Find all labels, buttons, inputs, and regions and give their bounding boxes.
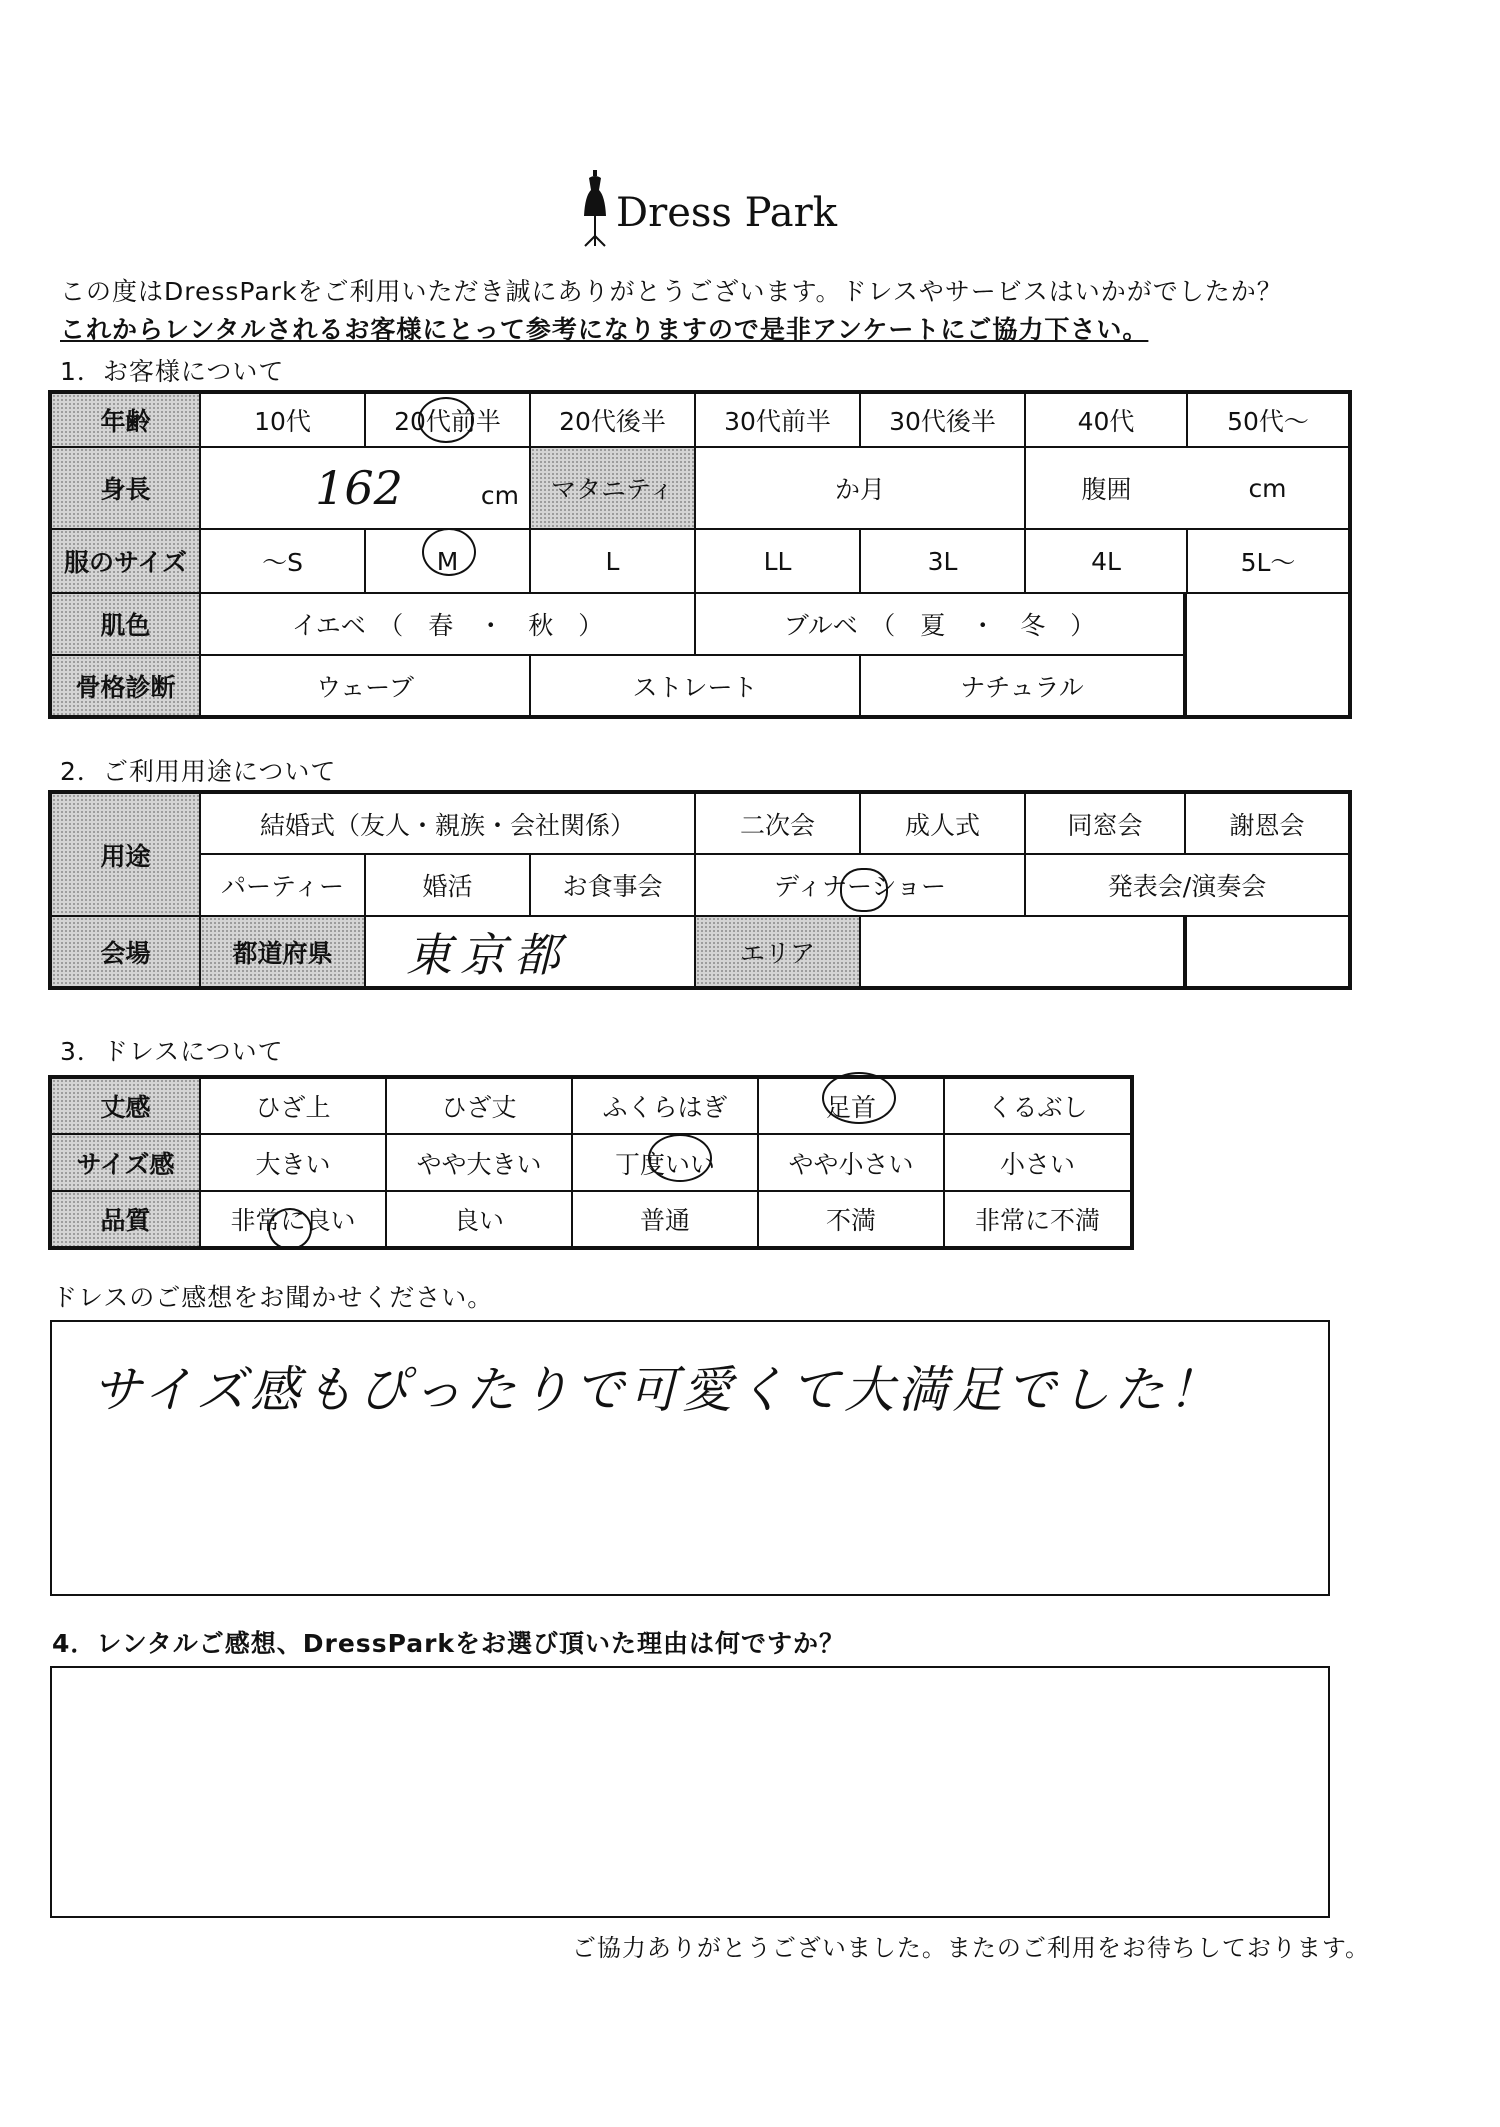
quality-option[interactable]: 良い [386, 1191, 572, 1248]
length-option[interactable]: ふくらはぎ [572, 1077, 758, 1134]
waist-unit: cm [1248, 473, 1287, 503]
area-field[interactable] [860, 916, 1185, 988]
usage-option[interactable]: 結婚式（友人・親族・会社関係） [200, 792, 695, 854]
size-option[interactable]: 4L [1026, 530, 1188, 592]
intro-line-2: これからレンタルされるお客様にとって参考になりますので是非アンケートにご協力下さい。 [60, 315, 1149, 344]
height-unit: cm [480, 481, 519, 510]
length-label: 丈感 [50, 1077, 200, 1134]
selection-circle [422, 528, 476, 576]
fit-option[interactable]: 小さい [944, 1134, 1132, 1191]
skin-row [50, 593, 1350, 655]
size-option-group [1025, 529, 1350, 593]
age-label: 年齢 [50, 392, 200, 447]
dress-comment-text: サイズ感もぴったりで可愛くて大満足でした！ [92, 1361, 1222, 1419]
skin-label: 肌色 [50, 593, 200, 655]
usage-option-selected[interactable]: ディナーショー [695, 854, 1025, 916]
selection-circle [268, 1208, 312, 1250]
usage-option[interactable]: 二次会 [695, 792, 860, 854]
section4-title: 4．レンタルご感想、DressParkをお選び頂いた理由は何ですか？ [52, 1629, 846, 1658]
size-row [50, 529, 1350, 593]
size-option[interactable]: 3L [860, 529, 1025, 593]
quality-option-selected[interactable]: 非常に良い [200, 1191, 386, 1248]
frame-row [50, 655, 1350, 717]
section1-title: 1．お客様について [60, 357, 285, 386]
size-option[interactable]: ～S [200, 529, 365, 593]
usage-row-2 [50, 854, 1350, 916]
quality-option[interactable]: 普通 [572, 1191, 758, 1248]
selection-circle [418, 397, 474, 443]
size-option[interactable]: L [530, 529, 695, 593]
selection-circle [822, 1072, 896, 1124]
dress-table [48, 1075, 1134, 1250]
prefecture-field[interactable] [365, 916, 695, 988]
frame-option[interactable]: ウェーブ [200, 655, 530, 717]
usage-option[interactable]: 謝恩会 [1185, 792, 1350, 854]
size-option[interactable]: LL [695, 529, 860, 593]
quality-option[interactable]: 不満 [758, 1191, 944, 1248]
usage-option[interactable]: お食事会 [530, 854, 695, 916]
size-option-selected[interactable]: M [365, 529, 530, 593]
intro-line-1: この度はDressParkをご利用いただき誠にありがとうございます。ドレスやサービスはいかがでしたか？ [60, 277, 1283, 306]
age-option[interactable]: 40代 [1026, 394, 1188, 446]
usage-label: 用途 [50, 792, 200, 916]
age-option-group [1025, 392, 1350, 447]
skin-yellow-option[interactable]: イエベ （ 春 ・ 秋 ） [200, 593, 695, 655]
length-option[interactable]: ひざ上 [200, 1077, 386, 1134]
length-option[interactable]: くるぶし [944, 1077, 1132, 1134]
height-value: 162 [315, 461, 403, 515]
fit-option[interactable]: やや小さい [758, 1134, 944, 1191]
brand-logo [578, 164, 838, 254]
venue-row [50, 916, 1350, 988]
fit-option[interactable]: やや大きい [386, 1134, 572, 1191]
quality-option[interactable]: 非常に不満 [944, 1191, 1132, 1248]
usage-option[interactable]: 婚活 [365, 854, 530, 916]
dress-comment-box[interactable] [50, 1320, 1330, 1596]
brand-name: Dress Park [616, 190, 837, 236]
height-field[interactable] [200, 447, 530, 529]
quality-row [50, 1191, 1132, 1248]
frame-label: 骨格診断 [50, 655, 200, 717]
section2-title: 2．ご利用用途について [60, 757, 337, 786]
prefecture-value: 東京都 [406, 927, 568, 982]
fit-label: サイズ感 [50, 1134, 200, 1191]
size-option[interactable]: 5L～ [1240, 548, 1296, 577]
usage-row-1 [50, 792, 1350, 854]
reason-answer-box[interactable] [50, 1666, 1330, 1918]
waist-field[interactable] [1025, 447, 1350, 529]
months-unit: か月 [834, 475, 885, 504]
usage-option[interactable]: 発表会/演奏会 [1025, 854, 1350, 916]
area-label: エリア [695, 916, 860, 988]
frame-option[interactable]: ストレート [530, 655, 860, 717]
usage-option[interactable]: パーティー [200, 854, 365, 916]
venue-label: 会場 [50, 916, 200, 988]
prefecture-label: 都道府県 [200, 916, 365, 988]
usage-table [48, 790, 1352, 990]
maternity-months-field[interactable] [695, 447, 1025, 529]
dress-form-icon [578, 170, 612, 248]
customer-table [48, 390, 1352, 719]
frame-option[interactable]: ナチュラル [860, 655, 1185, 717]
fit-row [50, 1134, 1132, 1191]
length-option-selected[interactable]: 足首 [758, 1077, 944, 1134]
maternity-label: マタニティ [530, 447, 695, 529]
length-row [50, 1077, 1132, 1134]
section3-title: 3．ドレスについて [60, 1037, 284, 1066]
length-option[interactable]: ひざ丈 [386, 1077, 572, 1134]
height-label: 身長 [50, 447, 200, 529]
usage-option[interactable]: 成人式 [860, 792, 1025, 854]
dress-comment-prompt: ドレスのご感想をお聞かせください。 [52, 1283, 494, 1312]
age-option-selected[interactable]: 20代前半 [365, 392, 530, 447]
fit-option-selected[interactable]: 丁度いい [572, 1134, 758, 1191]
age-option[interactable]: 30代前半 [695, 392, 860, 447]
size-label: 服のサイズ [50, 529, 200, 593]
age-option[interactable]: 30代後半 [860, 392, 1025, 447]
height-row [50, 447, 1350, 529]
selection-circle [648, 1134, 712, 1182]
selection-circle [840, 868, 888, 912]
closing-message: ご協力ありがとうございました。またのご利用をお待ちしております。 [571, 1934, 1370, 1962]
age-row [50, 392, 1350, 447]
usage-option[interactable]: 同窓会 [1025, 792, 1185, 854]
age-option[interactable]: 10代 [200, 392, 365, 447]
fit-option[interactable]: 大きい [200, 1134, 386, 1191]
age-option[interactable]: 50代～ [1227, 407, 1309, 436]
age-option[interactable]: 20代後半 [530, 392, 695, 447]
quality-label: 品質 [50, 1191, 200, 1248]
waist-label: 腹囲 [1081, 475, 1132, 504]
skin-blue-option[interactable]: ブルベ （ 夏 ・ 冬 ） [695, 593, 1185, 655]
